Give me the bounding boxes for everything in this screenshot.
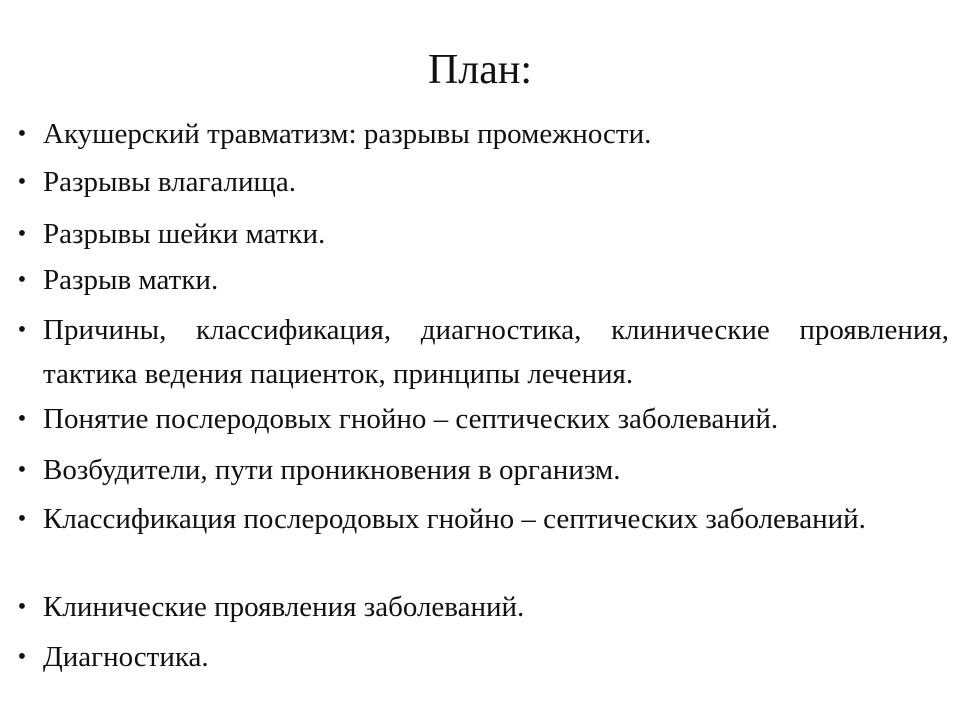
bullet-icon: • <box>17 506 27 532</box>
list-item-text: Диагностика. <box>43 641 209 673</box>
list-item-text: Разрыв матки. <box>43 264 219 296</box>
bullet-icon: • <box>17 121 27 147</box>
list-item-text: Акушерский травматизм: разрывы промежности. <box>43 118 652 150</box>
bullet-icon: • <box>17 406 27 432</box>
bullet-icon: • <box>17 169 27 195</box>
bullet-icon: • <box>17 644 27 670</box>
bullet-icon: • <box>17 221 27 247</box>
list-item-text: Возбудители, пути проникновения в организм. <box>43 454 621 486</box>
list-item-text: Клинические проявления заболеваний. <box>43 591 525 623</box>
list-item-text: Причины, классификация, диагностика, клинические проявления, тактика ведения пациенток, принципы лечения. <box>43 314 949 390</box>
bullet-icon: • <box>17 267 27 293</box>
list-item-text: Классификация послеродовых гнойно – септических заболеваний. <box>43 503 866 535</box>
slide-title: План: <box>427 47 533 93</box>
list-item-text: Разрывы влагалища. <box>43 166 296 198</box>
list-item-text: Разрывы шейки матки. <box>43 218 326 250</box>
bullet-icon: • <box>17 457 27 483</box>
list-item-text: Понятие послеродовых гнойно – септических заболеваний. <box>43 403 779 435</box>
bullet-icon: • <box>17 317 27 343</box>
bullet-icon: • <box>17 594 27 620</box>
